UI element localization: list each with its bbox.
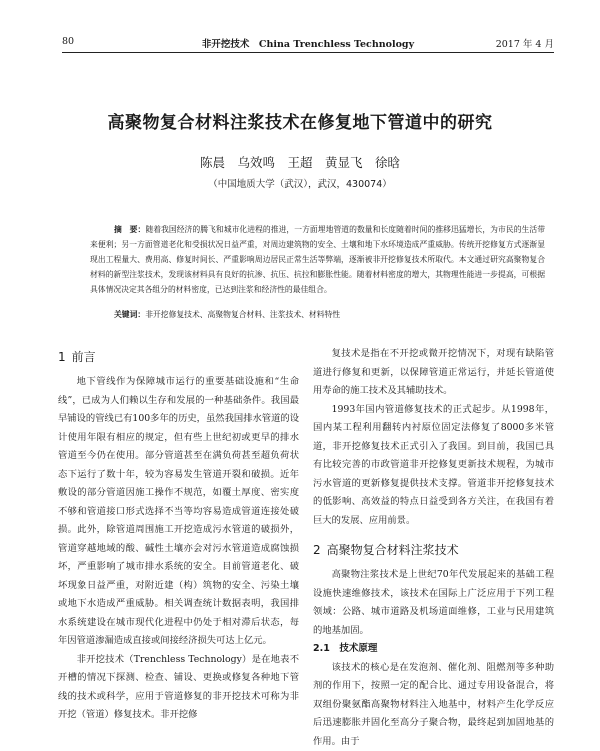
paragraph: 1993年国内管道修复技术的正式起步。从1998年，国内某工程利用翻转内衬原位固定法修复了8000多米管道，非开挖修复技术正式引入了我国。到目前，我国已具有比较完善的市政管道非开挖修复更新技术规程，为城市污水管道的更新修复提供技术支撑。管道非开挖修复技术的低影响、高效益的特点日益受到各方关注，在我国有着巨大的发展、应用前景。 bbox=[313, 401, 554, 531]
section-number: 2 bbox=[313, 543, 321, 557]
paper-title: 高聚物复合材料注浆技术在修复地下管道中的研究 bbox=[30, 108, 570, 133]
right-column bbox=[313, 345, 554, 751]
subsection-heading: 2.1 技术原理 bbox=[313, 640, 554, 659]
keywords-text: 非开挖修复技术、高聚物复合材料、注浆技术、材料特性 bbox=[145, 310, 340, 319]
issue-date: 2017 年 4 月 bbox=[496, 36, 554, 50]
author-list: 陈晨 乌效鸣 王超 黄显飞 徐晗 bbox=[0, 153, 600, 171]
paragraph: 高聚物注浆技术是上世纪70年代发展起来的基础工程设施快速维修技术，该技术在国际上广泛应用于下列工程领域：公路、城市道路及机场道面维修，工业与民用建筑的地基加固。 bbox=[313, 566, 554, 640]
page-number: 80 bbox=[62, 36, 74, 47]
section-number: 1 bbox=[58, 350, 66, 364]
paragraph: 地下管线作为保障城市运行的重要基础设施和“生命线”，已成为人们赖以生存和发展的一种基础条件。我国最早铺设的管线已有100多年的历史，虽然我国排水管道的设计使用年限有相应的规定，但有些上世纪初或更早的排水管道至今仍在使用。部分管道甚至在满负荷甚至超负荷状态下运行了数十年，较为容易发生管道开裂和破损。近年敷设的部分管道因施工操作不规范，如覆土厚度、密实度不够和管道接口形式选择不当等均容易造成管道连接处破损。此外，除管道周围施工开挖造成污水管道的破损外，管道穿越地域的酸、碱性土壤亦会对污水管道造成腐蚀损坏，严重影响了城市排水系统的安全。目前管道老化、破坏现象日益严重，对附近建（构）筑物的安全、污染土壤或地下水造成严重威胁。相关调查统计数据表明，我国排水系统建设在城市现代化进程中仍处于相对滞后状态，每年因管道渗漏造成直接或间接经济损失可达上亿元。 bbox=[58, 373, 299, 651]
paragraph: 该技术的核心是在发泡剂、催化剂、阻燃剂等多种助剂的作用下，按照一定的配合比、通过专用设备混合，将双组份聚氨酯高聚物材料注入地基中，材料产生化学反应后迅速膨胀并固化至高分子聚合物，最终起到加固地基的作用。由于 bbox=[313, 659, 554, 751]
abstract-text: 随着我国经济的腾飞和城市化进程的推进，一方面埋地管道的数量和长度随着时间的推移迅猛增长，为市民的生活带来便利；另一方面管道老化和受损状况日益严重，对周边建筑物的安全、土壤和地下水环境造成严重威胁。传统开挖修复方式逐渐显现出工程量大、费用高、修复时间长、严重影响周边居民正常生活等弊端，逐渐被非开挖修复技术所取代。本文通过研究高聚物复合材料的新型注浆技术，发现该材料具有良好的抗渗、抗压、抗拉和膨胀性能。随着材料密度的增大，其物理性能进一步提高，可根据具体情况决定其各组分的材料密度，已达到注浆和经济性的最佳组合。 bbox=[90, 225, 545, 294]
left-column bbox=[58, 345, 299, 725]
section-heading-1 bbox=[58, 347, 299, 367]
section-title: 前言 bbox=[72, 350, 96, 364]
journal-name: 非开挖技术 China Trenchless Technology bbox=[62, 36, 554, 50]
affiliation: （中国地质大学（武汉），武汉，430074） bbox=[0, 176, 600, 190]
abstract-label: 摘 要： bbox=[114, 225, 145, 234]
abstract bbox=[90, 222, 545, 297]
running-header bbox=[62, 36, 554, 53]
section-title: 高聚物复合材料注浆技术 bbox=[327, 543, 459, 557]
keywords-label: 关键词： bbox=[114, 310, 145, 319]
section-heading-2 bbox=[313, 540, 554, 560]
paragraph: 复技术是指在不开挖或微开挖情况下，对现有缺陷管道进行修复和更新，以保障管道正常运行，并延长管道使用寿命的施工技术及其辅助技术。 bbox=[313, 345, 554, 401]
keywords bbox=[90, 309, 545, 320]
paragraph: 非开挖技术（Trenchless Technology）是在地表不开槽的情况下探测、检查、铺设、更换或修复各种地下管线的技术或科学，应用于管道修复的非开挖技术可称为非开挖（管道）修复技术。非开挖修 bbox=[58, 651, 299, 725]
